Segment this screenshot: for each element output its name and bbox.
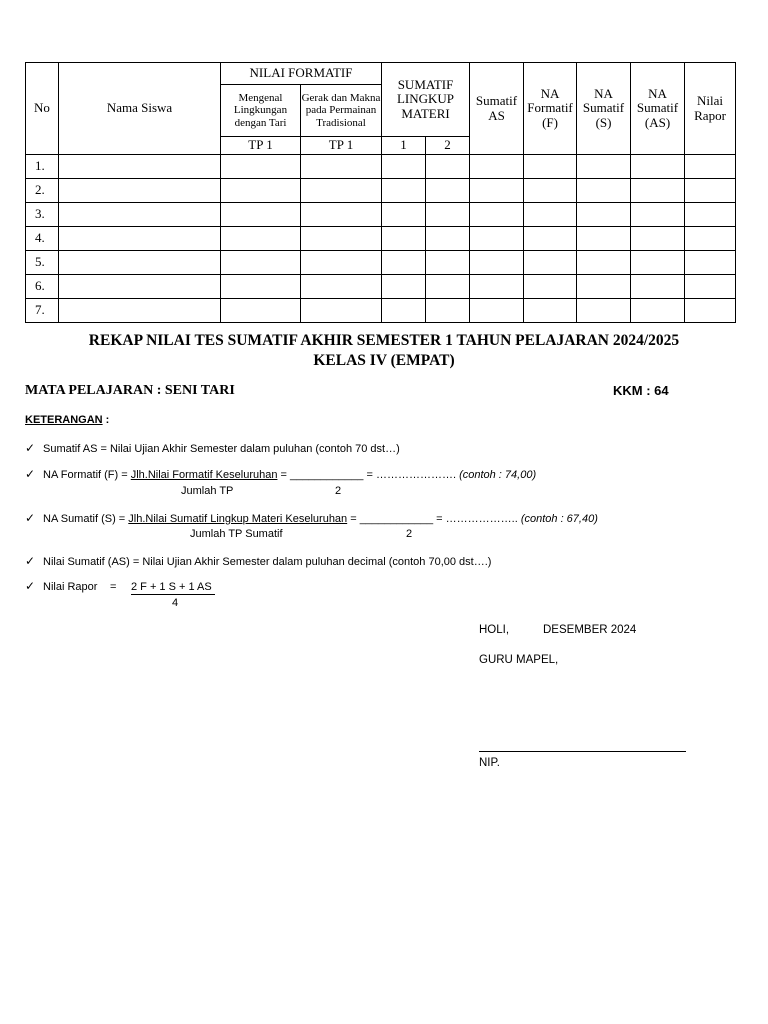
row-number: 1. <box>26 155 59 179</box>
table-row <box>26 227 736 251</box>
row-number: 2. <box>26 179 59 203</box>
checkmark-icon: ✓ <box>25 511 36 525</box>
cell-nama[interactable] <box>59 227 221 251</box>
table-row <box>26 155 736 179</box>
header-lingkup-2: 2 <box>426 137 470 155</box>
table-row <box>26 179 736 203</box>
cell-nama[interactable] <box>59 179 221 203</box>
row-number: 6. <box>26 275 59 299</box>
keterangan-colon: : <box>102 414 110 426</box>
note-na-sumatif-denominator-2: 2 <box>406 528 413 540</box>
signature-role: GURU MAPEL, <box>479 654 559 666</box>
header-sumatif-lingkup-materi: SUMATIF LINGKUP MATERI <box>382 63 470 137</box>
note-na-sumatif-middle: = ____________ = ……………….. <box>347 513 521 525</box>
header-sumatif-as: Sumatif AS <box>470 63 524 155</box>
checkmark-icon: ✓ <box>25 441 36 455</box>
signature-line <box>479 751 686 752</box>
keterangan-heading <box>25 414 109 426</box>
document-subtitle-kelas: KELAS IV (EMPAT) <box>313 352 455 369</box>
note-na-formatif-numerator: Jlh.Nilai Formatif Keseluruhan <box>130 469 278 481</box>
note-na-sumatif-denominator: Jumlah TP Sumatif <box>190 528 283 540</box>
checkmark-icon: ✓ <box>25 579 36 593</box>
document-title: REKAP NILAI TES SUMATIF AKHIR SEMESTER 1 TAHUN PELAJARAN 2024/2025 <box>88 332 680 349</box>
note-nilai-rapor-label: Nilai Rapor <box>43 581 98 593</box>
cell-nama[interactable] <box>59 251 221 275</box>
note-nilai-rapor-denominator: 4 <box>172 597 179 609</box>
row-number: 4. <box>26 227 59 251</box>
header-formatif-mengenal-lingkungan: Mengenal Lingkungan dengan Tari <box>221 85 301 137</box>
row-number: 7. <box>26 299 59 323</box>
table-row <box>26 299 736 323</box>
signature-nip: NIP. <box>479 757 500 769</box>
cell-nama[interactable] <box>59 203 221 227</box>
note-na-formatif-denominator: Jumlah TP <box>181 485 234 497</box>
note-na-formatif <box>43 469 536 481</box>
note-nilai-rapor-numerator: 2 F + 1 S + 1 AS <box>131 581 215 595</box>
header-na-formatif: NA Formatif (F) <box>524 63 577 155</box>
note-na-formatif-example: (contoh : 74,00) <box>459 469 537 481</box>
signature-place: HOLI, <box>479 624 510 636</box>
checkmark-icon: ✓ <box>25 554 36 568</box>
table-row <box>26 203 736 227</box>
header-no: No <box>26 63 59 155</box>
kkm: KKM : 64 <box>613 383 669 398</box>
header-nama-siswa: Nama Siswa <box>59 63 221 155</box>
note-na-sumatif <box>43 513 598 525</box>
header-formatif-tp1-a: TP 1 <box>221 137 301 155</box>
header-na-sumatif-s: NA Sumatif (S) <box>577 63 631 155</box>
checkmark-icon: ✓ <box>25 467 36 481</box>
cell-nama[interactable] <box>59 299 221 323</box>
keterangan-label: KETERANGAN <box>25 414 103 426</box>
note-na-sumatif-example: (contoh : 67,40) <box>520 513 598 525</box>
note-na-sumatif-numerator: Jlh.Nilai Sumatif Lingkup Materi Keseluruhan <box>128 513 348 525</box>
note-na-formatif-prefix: NA Formatif (F) = <box>43 469 131 481</box>
cell-nama[interactable] <box>59 155 221 179</box>
note-na-formatif-denominator-2: 2 <box>335 485 342 497</box>
header-formatif-tp1-b: TP 1 <box>301 137 382 155</box>
row-number: 3. <box>26 203 59 227</box>
table-row <box>26 275 736 299</box>
note-sumatif-as: Sumatif AS = Nilai Ujian Akhir Semester dalam puluhan (contoh 70 dst…) <box>43 443 400 455</box>
header-formatif-gerak-dan-makna: Gerak dan Makna pada Permainan Tradisional <box>301 85 382 137</box>
grade-table <box>25 62 736 323</box>
mata-pelajaran: MATA PELAJARAN : SENI TARI <box>25 383 235 398</box>
header-na-sumatif-as: NA Sumatif (AS) <box>631 63 685 155</box>
note-na-sumatif-prefix: NA Sumatif (S) = <box>43 513 129 525</box>
header-nilai-rapor: Nilai Rapor <box>685 63 736 155</box>
note-nilai-sumatif-as: Nilai Sumatif (AS) = Nilai Ujian Akhir Semester dalam puluhan decimal (contoh 70,00 dst….) <box>43 556 492 568</box>
table-row <box>26 251 736 275</box>
cell-nama[interactable] <box>59 275 221 299</box>
note-na-formatif-middle: = ____________ = …………………. <box>277 469 460 481</box>
row-number: 5. <box>26 251 59 275</box>
signature-date: DESEMBER 2024 <box>543 624 637 636</box>
header-lingkup-1: 1 <box>382 137 426 155</box>
note-nilai-rapor-equals: = <box>110 581 117 593</box>
header-nilai-formatif: NILAI FORMATIF <box>221 63 382 85</box>
